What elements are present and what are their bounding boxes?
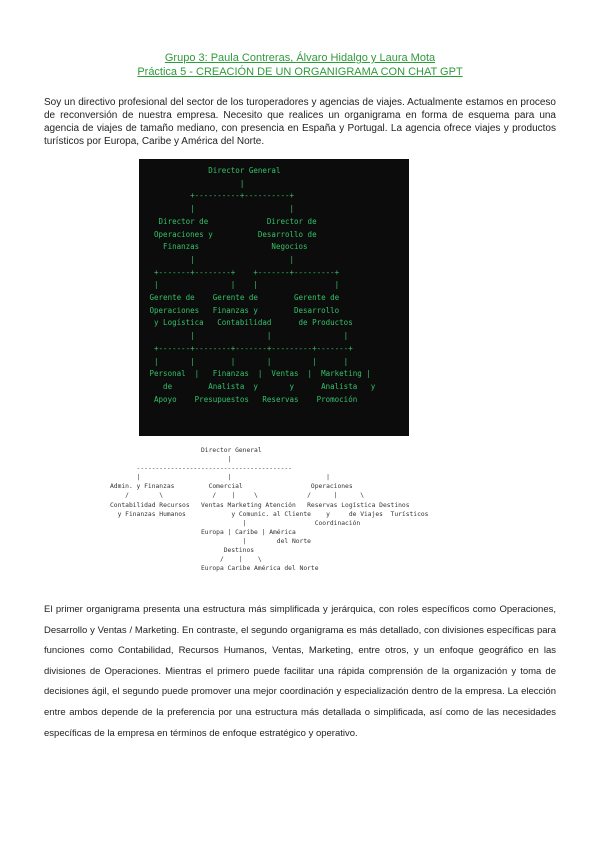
organigram-2-diagram	[110, 446, 510, 581]
organigram-2-text: Director General | ----------------------------------------- | | | Admin. y Finanzas Comercial Operaciones / \ / | \ / | \ Contabilidad Recursos Ventas Marketing Atención Reservas Logística Destinos y Finanzas Humanos y Comunic. al Cliente y de Viajes Turísticos | Coordinación Europa | Caribe | América | del Norte Destinos / | \ Europa Caribe América del Norte	[110, 447, 429, 573]
intro-paragraph: Soy un directivo profesional del sector de los turoperadores y agencias de viajes. Actualmente estamos en proceso de reconversión de nuestra empresa. Necesito que realices un organigrama en forma de esquema para una agencia de viajes de tamaño mediano, con presencia en España y Portugal. La agencia ofrece viajes y productos turísticos por Europa, Caribe y América del Norte.	[44, 97, 556, 147]
organigram-1-text: Director General | +----------+----------+ | | Director de Director de Operaciones y Desarrollo de Finanzas Negocios | | +-------+--------+ +-------+---------+ | | | | Gerente de Gerente de Gerente de Operaciones Finanzas y Desarrollo y Logística Contabilidad de Productos | | | +-------+--------+-------+---------+-------+ | | | | | | Personal | Finanzas | Ventas | Marketing | de Analista y y Analista y Apoyo Presupuestos Reservas Promoción	[149, 166, 376, 404]
organigram-terminal-screenshot	[139, 159, 409, 436]
practice-title: Práctica 5 - CREACIÓN DE UN ORGANIGRAMA CON CHAT GPT	[137, 66, 463, 78]
analysis-paragraph: El primer organigrama presenta una estructura más simplificada y jerárquica, con roles específicos como Operaciones, Desarrollo y Ventas / Marketing. En contraste, el segundo organigrama es más detallado, con divisiones específicas para funciones como Contabilidad, Recursos Humanos, Ventas, Marketing, entre otros, y un enfoque geográfico en las divisiones de Operaciones. Mientras el primero puede facilitar una rápida comprensión de la organización y toma de decisiones ágil, el segundo puede promover una mejor coordinación y especialización dentro de la empresa. La elección entre ambos depende de la preferencia por una estructura más detallada o simplificada, así como de las necesidades específicas de la empresa en términos de enfoque estratégico y operativo.	[44, 604, 556, 739]
group-title: Grupo 3: Paula Contreras, Álvaro Hidalgo y Laura Mota	[164, 52, 436, 64]
